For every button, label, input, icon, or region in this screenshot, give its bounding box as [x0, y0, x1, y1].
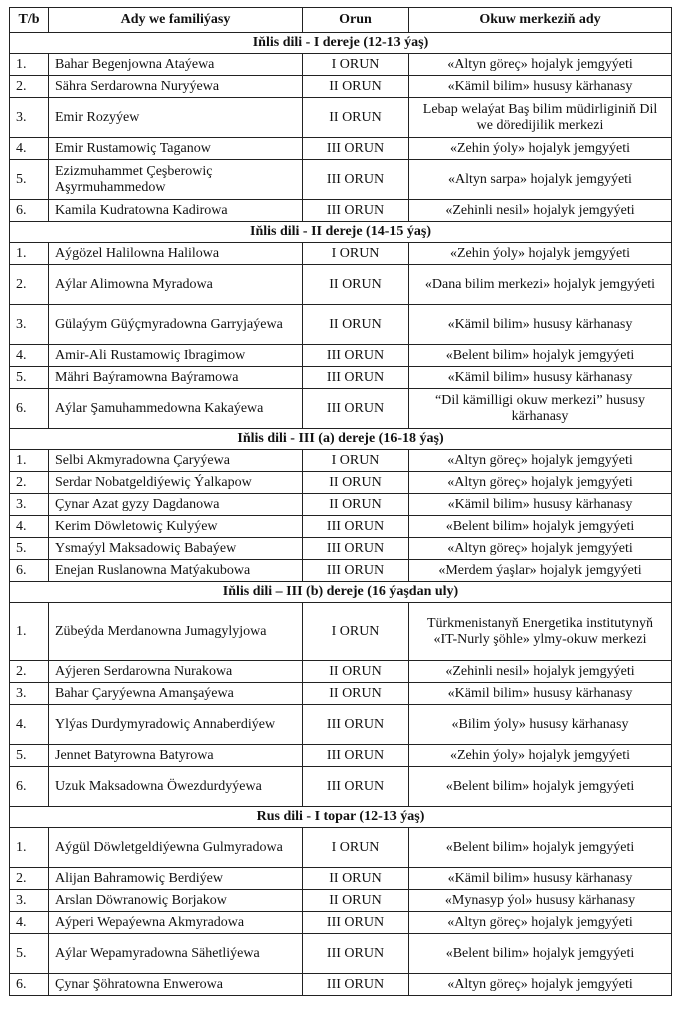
participant-name: Kerim Döwletowiç Kulyýew	[49, 516, 303, 538]
participant-name: Bahar Çaryýewna Amanşaýewa	[49, 683, 303, 705]
table-row	[10, 560, 672, 582]
center-name: “Dil kämilligi okuw merkezi” hususy kärhanasy	[409, 389, 672, 429]
row-number: 1.	[10, 54, 49, 76]
place-badge: I ORUN	[303, 828, 409, 868]
place-badge: III ORUN	[303, 345, 409, 367]
participant-name: Alijan Bahramowiç Berdiýew	[49, 868, 303, 890]
row-number: 4.	[10, 138, 49, 160]
place-badge: II ORUN	[303, 265, 409, 305]
section-title: Rus dili - I topar (12-13 ýaş)	[10, 807, 672, 828]
place-badge: II ORUN	[303, 472, 409, 494]
row-number: 6.	[10, 767, 49, 807]
place-badge: III ORUN	[303, 560, 409, 582]
row-number: 3.	[10, 494, 49, 516]
center-name: «Bilim ýoly» hususy kärhanasy	[409, 705, 672, 745]
place-badge: III ORUN	[303, 912, 409, 934]
center-name: «Zehinli nesil» hojalyk jemgyýeti	[409, 200, 672, 222]
center-name: «Kämil bilim» hususy kärhanasy	[409, 367, 672, 389]
table-row	[10, 200, 672, 222]
center-name: Türkmenistanyň Energetika institutynyň «IT-Nurly şöhle» ylmy-okuw merkezi	[409, 603, 672, 661]
table-row	[10, 243, 672, 265]
participant-name: Aýjeren Serdarowna Nurakowa	[49, 661, 303, 683]
table-row	[10, 265, 672, 305]
place-badge: II ORUN	[303, 305, 409, 345]
section-title: Iňlis dili - II dereje (14-15 ýaş)	[10, 222, 672, 243]
table-row	[10, 367, 672, 389]
place-badge: III ORUN	[303, 138, 409, 160]
table-row	[10, 767, 672, 807]
place-badge: III ORUN	[303, 160, 409, 200]
center-name: «Altyn göreç» hojalyk jemgyýeti	[409, 450, 672, 472]
participant-name: Kamila Kudratowna Kadirowa	[49, 200, 303, 222]
place-badge: II ORUN	[303, 98, 409, 138]
row-number: 2.	[10, 868, 49, 890]
row-number: 3.	[10, 98, 49, 138]
row-number: 4.	[10, 345, 49, 367]
header-place: Orun	[303, 8, 409, 33]
center-name: «Zehin ýoly» hojalyk jemgyýeti	[409, 138, 672, 160]
participant-name: Çynar Şöhratowna Enwerowa	[49, 974, 303, 996]
row-number: 2.	[10, 472, 49, 494]
center-name: «Kämil bilim» hususy kärhanasy	[409, 76, 672, 98]
place-badge: II ORUN	[303, 890, 409, 912]
place-badge: III ORUN	[303, 745, 409, 767]
place-badge: I ORUN	[303, 450, 409, 472]
center-name: «Zehin ýoly» hojalyk jemgyýeti	[409, 745, 672, 767]
participant-name: Emir Rozyýew	[49, 98, 303, 138]
participant-name: Enejan Ruslanowna Matýakubowa	[49, 560, 303, 582]
table-body	[10, 33, 672, 996]
place-badge: III ORUN	[303, 705, 409, 745]
header-number: T/b	[10, 8, 49, 33]
row-number: 3.	[10, 890, 49, 912]
section-row	[10, 807, 672, 828]
section-title: Iňlis dili - I dereje (12-13 ýaş)	[10, 33, 672, 54]
center-name: «Merdem ýaşlar» hojalyk jemgyýeti	[409, 560, 672, 582]
participant-name: Serdar Nobatgeldiýewiç Ýalkapow	[49, 472, 303, 494]
participant-name: Selbi Akmyradowna Çaryýewa	[49, 450, 303, 472]
place-badge: III ORUN	[303, 516, 409, 538]
place-badge: II ORUN	[303, 76, 409, 98]
place-badge: II ORUN	[303, 683, 409, 705]
participant-name: Mähri Baýramowna Baýramowa	[49, 367, 303, 389]
participant-name: Gülaýym Güýçmyradowna Garryjaýewa	[49, 305, 303, 345]
participant-name: Uzuk Maksadowna Öwezdurdyýewa	[49, 767, 303, 807]
participant-name: Aýgül Döwletgeldiýewna Gulmyradowa	[49, 828, 303, 868]
place-badge: I ORUN	[303, 54, 409, 76]
table-row	[10, 345, 672, 367]
section-row	[10, 33, 672, 54]
row-number: 1.	[10, 243, 49, 265]
table-row	[10, 76, 672, 98]
place-badge: III ORUN	[303, 200, 409, 222]
row-number: 2.	[10, 76, 49, 98]
place-badge: II ORUN	[303, 494, 409, 516]
table-row	[10, 661, 672, 683]
place-badge: III ORUN	[303, 974, 409, 996]
center-name: «Belent bilim» hojalyk jemgyýeti	[409, 828, 672, 868]
participant-name: Aýgözel Halilowna Halilowa	[49, 243, 303, 265]
participant-name: Ezizmuhammet Çeşberowiç Aşyrmuhammedow	[49, 160, 303, 200]
row-number: 4.	[10, 516, 49, 538]
section-row	[10, 222, 672, 243]
center-name: «Belent bilim» hojalyk jemgyýeti	[409, 345, 672, 367]
table-row	[10, 98, 672, 138]
table-row	[10, 705, 672, 745]
center-name: «Altyn göreç» hojalyk jemgyýeti	[409, 538, 672, 560]
table-header	[10, 8, 672, 33]
table-row	[10, 389, 672, 429]
row-number: 5.	[10, 934, 49, 974]
place-badge: III ORUN	[303, 934, 409, 974]
row-number: 3.	[10, 305, 49, 345]
place-badge: III ORUN	[303, 767, 409, 807]
participant-name: Aýlar Alimowna Myradowa	[49, 265, 303, 305]
header-center-name: Okuw merkeziň ady	[409, 8, 672, 33]
participant-name: Ysmaýyl Maksadowiç Babaýew	[49, 538, 303, 560]
row-number: 5.	[10, 367, 49, 389]
place-badge: III ORUN	[303, 538, 409, 560]
participant-name: Ylýas Durdymyradowiç Annaberdiýew	[49, 705, 303, 745]
center-name: «Kämil bilim» hususy kärhanasy	[409, 494, 672, 516]
table-row	[10, 516, 672, 538]
results-table	[9, 7, 672, 996]
section-title: Iňlis dili – III (b) dereje (16 ýaşdan uly)	[10, 582, 672, 603]
center-name: «Kämil bilim» hususy kärhanasy	[409, 305, 672, 345]
row-number: 6.	[10, 974, 49, 996]
participant-name: Amir-Ali Rustamowiç Ibragimow	[49, 345, 303, 367]
table-row	[10, 974, 672, 996]
table-row	[10, 912, 672, 934]
section-row	[10, 582, 672, 603]
center-name: «Belent bilim» hojalyk jemgyýeti	[409, 516, 672, 538]
row-number: 6.	[10, 200, 49, 222]
place-badge: I ORUN	[303, 243, 409, 265]
table-row	[10, 745, 672, 767]
participant-name: Arslan Döwranowiç Borjakow	[49, 890, 303, 912]
place-badge: III ORUN	[303, 367, 409, 389]
center-name: «Zehinli nesil» hojalyk jemgyýeti	[409, 661, 672, 683]
row-number: 5.	[10, 745, 49, 767]
table-row	[10, 603, 672, 661]
center-name: «Kämil bilim» hususy kärhanasy	[409, 868, 672, 890]
place-badge: III ORUN	[303, 389, 409, 429]
table-row	[10, 868, 672, 890]
center-name: «Kämil bilim» hususy kärhanasy	[409, 683, 672, 705]
participant-name: Aýlar Wepamyradowna Sähetliýewa	[49, 934, 303, 974]
table-row	[10, 54, 672, 76]
row-number: 4.	[10, 705, 49, 745]
participant-name: Jennet Batyrowna Batyrowa	[49, 745, 303, 767]
table-row	[10, 890, 672, 912]
row-number: 1.	[10, 603, 49, 661]
center-name: «Altyn göreç» hojalyk jemgyýeti	[409, 912, 672, 934]
row-number: 1.	[10, 828, 49, 868]
participant-name: Aýlar Şamuhammedowna Kakaýewa	[49, 389, 303, 429]
table-row	[10, 305, 672, 345]
table-row	[10, 683, 672, 705]
place-badge: II ORUN	[303, 661, 409, 683]
row-number: 3.	[10, 683, 49, 705]
row-number: 6.	[10, 389, 49, 429]
center-name: Lebap welaýat Baş bilim müdirliginiň Dil we döredijilik merkezi	[409, 98, 672, 138]
row-number: 1.	[10, 450, 49, 472]
participant-name: Emir Rustamowiç Taganow	[49, 138, 303, 160]
participant-name: Çynar Azat gyzy Dagdanowa	[49, 494, 303, 516]
participant-name: Bahar Begenjowna Ataýewa	[49, 54, 303, 76]
table-row	[10, 494, 672, 516]
row-number: 4.	[10, 912, 49, 934]
row-number: 2.	[10, 661, 49, 683]
table-row	[10, 472, 672, 494]
center-name: «Altyn göreç» hojalyk jemgyýeti	[409, 54, 672, 76]
center-name: «Dana bilim merkezi» hojalyk jemgyýeti	[409, 265, 672, 305]
participant-name: Sähra Serdarowna Nuryýewa	[49, 76, 303, 98]
table-row	[10, 828, 672, 868]
header-full-name: Ady we familiýasy	[49, 8, 303, 33]
row-number: 6.	[10, 560, 49, 582]
center-name: «Mynasyp ýol» hususy kärhanasy	[409, 890, 672, 912]
center-name: «Altyn göreç» hojalyk jemgyýeti	[409, 974, 672, 996]
participant-name: Zübeýda Merdanowna Jumagylyjowa	[49, 603, 303, 661]
section-row	[10, 429, 672, 450]
row-number: 5.	[10, 538, 49, 560]
center-name: «Altyn sarpa» hojalyk jemgyýeti	[409, 160, 672, 200]
center-name: «Belent bilim» hojalyk jemgyýeti	[409, 934, 672, 974]
center-name: «Altyn göreç» hojalyk jemgyýeti	[409, 472, 672, 494]
section-title: Iňlis dili - III (a) dereje (16-18 ýaş)	[10, 429, 672, 450]
row-number: 2.	[10, 265, 49, 305]
table-row	[10, 138, 672, 160]
participant-name: Aýperi Wepaýewna Akmyradowa	[49, 912, 303, 934]
row-number: 5.	[10, 160, 49, 200]
header-row	[10, 8, 672, 33]
table-row	[10, 934, 672, 974]
table-row	[10, 538, 672, 560]
center-name: «Zehin ýoly» hojalyk jemgyýeti	[409, 243, 672, 265]
table-row	[10, 450, 672, 472]
center-name: «Belent bilim» hojalyk jemgyýeti	[409, 767, 672, 807]
place-badge: I ORUN	[303, 603, 409, 661]
place-badge: II ORUN	[303, 868, 409, 890]
table-row	[10, 160, 672, 200]
